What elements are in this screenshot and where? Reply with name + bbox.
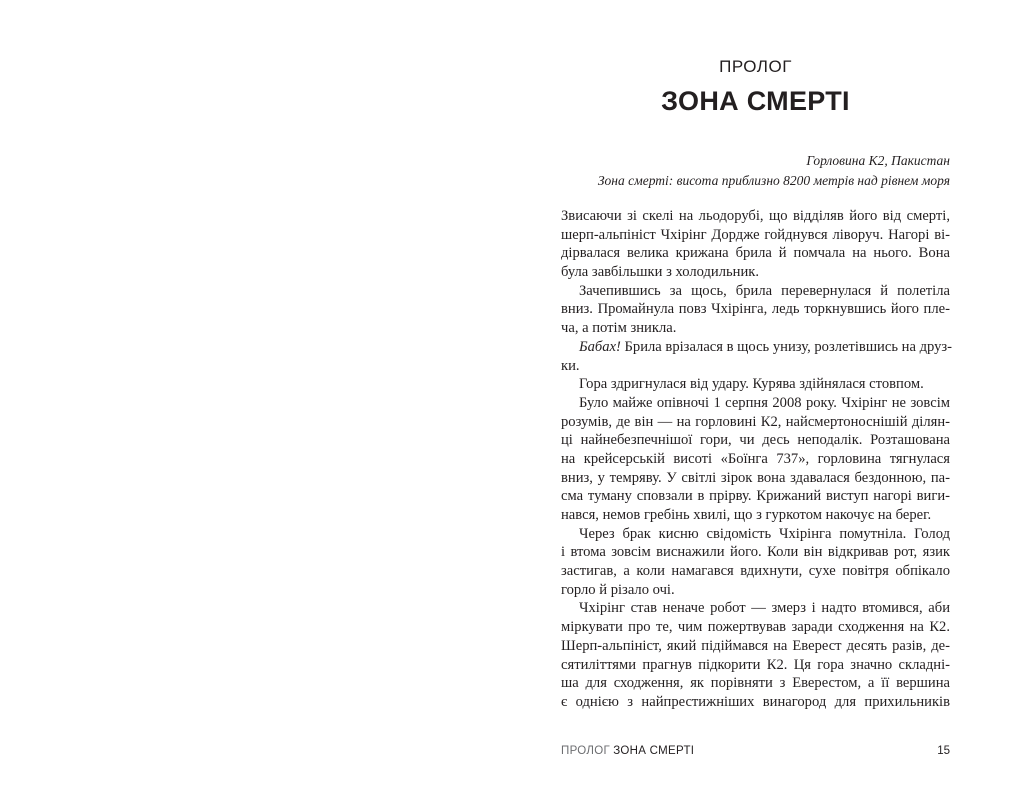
chapter-title: ЗОНА СМЕРТІ (661, 86, 850, 116)
text-line: застигав, а коли намагався вдихнути, сухе повітря обпікало (561, 563, 950, 580)
paragraph-3 (561, 338, 953, 375)
text-line: шерп-альпініст Чхірінг Дордже гойднувся ліворуч. Нагорі ві- (561, 226, 950, 243)
text-line: ці найнебезпечнішої гори, чи десь неподалік. Розташована (561, 432, 950, 449)
text-line: була завбільшки з холодильник. (561, 264, 760, 281)
text-line: Звисаючи зі скелі на льодорубі, що відділяв його від смерті, (561, 208, 950, 224)
paragraph-2 (561, 282, 950, 338)
paragraph-4 (561, 375, 950, 394)
paragraph-7 (561, 599, 950, 711)
text-line: нався, немов гребінь хвилі, що з гуркотом накочує на берег. (561, 507, 932, 523)
text-line: Через брак кисню свідомість Чхірінга помутніла. Голод (579, 525, 950, 542)
text-line: і втома зовсім виснажили його. Коли він відкривав рот, язик (561, 544, 950, 561)
text-line: ки. (561, 357, 580, 374)
italic-exclamation: Бабах! (579, 338, 621, 355)
text-line: горло й різало очі. (561, 581, 675, 598)
running-footer (561, 743, 950, 759)
text-line: міркувати про те, чим пожертвував заради сходження на К2. (561, 619, 950, 636)
text-line: Шерп-альпініст, який підіймався на Еверест десять разів, де- (561, 637, 950, 654)
paragraph-6 (561, 525, 950, 600)
page-number: 15 (937, 745, 950, 757)
paragraph-5 (561, 394, 950, 525)
text-line: сятиліттями прагнув підкорити К2. Ця гора значно складні- (561, 656, 950, 673)
text-line: Зачепившись за щось, брила перевернулася й полетіла (579, 282, 950, 299)
text-line: ша для сходження, як порівняти з Еверестом, а її вершина (561, 675, 950, 692)
text-line: вниз. Промайнула повз Чхірінга, ледь торкнувшись його пле- (561, 301, 950, 318)
running-section-label: ПРОЛОГ (561, 745, 611, 757)
epigraph (561, 151, 950, 191)
text-line: вниз, у темряву. У світлі зірок вона здавалася бездонною, па- (561, 469, 950, 486)
text-line: є однією з найпрестижніших винагород для прихильників (561, 693, 950, 710)
text-line (561, 338, 953, 357)
paragraph-1 (561, 207, 950, 282)
epigraph-location: Горловина К2, Пакистан (806, 153, 950, 168)
text-line: на крейсерській висоті «Боїнга 737», горловина тягнулася (561, 450, 950, 467)
epigraph-altitude-note: Зона смерті: висота приблизно 8200 метрів над рівнем моря (597, 173, 950, 188)
prolog-label: ПРОЛОГ (719, 57, 792, 76)
text-line: Було майже опівночі 1 серпня 2008 року. Чхірінг не зовсім (579, 394, 950, 411)
running-chapter-title: ЗОНА СМЕРТІ (613, 745, 695, 757)
text-line: ча, а потім зникла. (561, 320, 677, 337)
text-line: дірвалася велика крижана брила й помчала на нього. Вона (561, 245, 950, 262)
text-line: сма туману сповзали в прірву. Крижаний виступ нагорі виги- (561, 488, 950, 505)
text-fragment: Брила врізалася в щось унизу, розлетівшись на друз- (620, 338, 953, 355)
text-line: розумів, де він — на горловині К2, найсмертоноснішій ділян- (561, 413, 950, 430)
text-line: Чхірінг став неначе робот — змерз і надто втомився, аби (579, 600, 950, 617)
body-text (561, 207, 953, 712)
text-line: Гора здригнулася від удару. Курява здійнялася стовпом. (579, 376, 924, 393)
